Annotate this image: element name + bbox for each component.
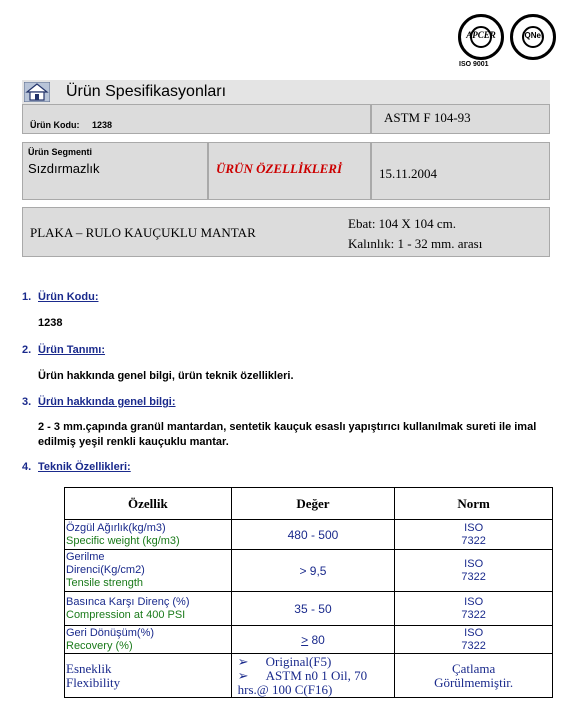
value-cell: > 9,5 (231, 550, 395, 592)
product-name: PLAKA – RULO KAUÇUKLU MANTAR (30, 225, 256, 240)
properties-title: ÜRÜN ÖZELLİKLERİ (216, 161, 343, 176)
property-cell (65, 626, 232, 654)
iqnet-mark: IQNet (522, 31, 544, 40)
norm-cell (395, 550, 553, 592)
norm-line: 7322 (461, 608, 486, 621)
value-cell (231, 654, 395, 698)
norm-cell (395, 520, 553, 550)
house-icon (24, 82, 50, 102)
segment-value: Sızdırmazlık (28, 161, 100, 176)
norm-line: ISO (464, 521, 484, 534)
table-row (65, 520, 553, 550)
norm-cell (395, 654, 553, 698)
norm-line: Çatlama (451, 660, 496, 676)
property-en: Specific weight (kg/m3) (66, 534, 180, 547)
property-en: Compression at 400 PSI (66, 608, 186, 621)
apcer-mark: APCER (466, 30, 496, 40)
product-code-label: Ürün Kodu: (30, 120, 80, 130)
property-en: Flexibility (66, 674, 121, 690)
section-heading (22, 291, 98, 303)
section-title: Ürün Tanımı: (38, 344, 106, 356)
property-cell (65, 550, 232, 592)
property-cell (65, 592, 232, 626)
table-row (65, 550, 553, 592)
norm-line: Görülmemiştir. (434, 674, 514, 690)
table-row (65, 626, 553, 654)
spec-table (64, 487, 553, 698)
value-symbol: > (301, 632, 309, 647)
value-cell: 480 - 500 (231, 520, 395, 550)
apcer-certification-logo (458, 14, 504, 60)
norm-line: ISO (464, 557, 484, 570)
norm-line: 7322 (461, 570, 486, 583)
property-tr: Özgül Ağırlık(kg/m3) (66, 521, 166, 534)
value-text: ASTM n0 1 Oil, 70 (265, 667, 368, 683)
property-en: Recovery (%) (66, 639, 133, 652)
iqnet-certification-logo (510, 14, 556, 60)
value-line (232, 655, 395, 669)
value-number: 80 (308, 632, 325, 647)
section-body: Ürün hakkında genel bilgi, ürün teknik özellikleri. (38, 370, 294, 382)
section-title: Teknik Özellikleri: (38, 461, 131, 473)
value-line (232, 669, 395, 683)
arrow-bullet-icon: ➢ (237, 667, 249, 683)
section-heading (22, 344, 105, 356)
norm-line: 7322 (461, 534, 486, 547)
property-tr: Gerilme (66, 551, 105, 563)
table-header-row (65, 488, 553, 520)
standard-value: ASTM F 104-93 (384, 110, 471, 125)
norm-line: ISO (464, 595, 484, 608)
section-number: 3. (22, 396, 32, 408)
property-cell (65, 520, 232, 550)
section-title: Ürün Kodu: (38, 291, 99, 303)
property-tr: Esneklik (66, 660, 112, 676)
property-tr: Basınca Karşı Direnç (%) (66, 595, 190, 608)
arrow-bullet-icon: ➢ (237, 653, 249, 669)
header-property: Özellik (65, 488, 232, 520)
property-tr: Direnci(Kg/cm2) (66, 564, 145, 576)
section-heading (22, 396, 176, 408)
page-title: Ürün Spesifikasyonları (66, 83, 227, 100)
section-body: 2 - 3 mm.çapında granül mantardan, sentetik kauçuk esaslı yapıştırıcı kullanılmak sureti ile imal edilmiş yeşil renkli kauçuklu mantar. (38, 421, 537, 448)
property-tr: Geri Dönüşüm(%) (66, 626, 155, 639)
table-row (65, 654, 553, 698)
property-en: Tensile strength (66, 577, 144, 589)
header-norm: Norm (395, 488, 553, 520)
header-value: Değer (231, 488, 395, 520)
norm-line: ISO (464, 626, 484, 639)
section-body: 1238 (38, 317, 63, 329)
value-cell (231, 626, 395, 654)
value-text: Original(F5) (265, 653, 332, 669)
product-thickness: Kalınlık: 1 - 32 mm. arası (348, 236, 483, 251)
norm-line: 7322 (461, 639, 486, 652)
section-number: 2. (22, 344, 32, 356)
section-number: 1. (22, 291, 32, 303)
norm-cell (395, 626, 553, 654)
value-text: hrs.@ 100 C(F16) (237, 681, 333, 697)
section-title: Ürün hakkında genel bilgi: (38, 396, 176, 408)
value-cell: 35 - 50 (231, 592, 395, 626)
segment-label: Ürün Segmenti (28, 147, 93, 157)
property-cell (65, 654, 232, 698)
product-size: Ebat: 104 X 104 cm. (348, 216, 456, 231)
norm-cell (395, 592, 553, 626)
document-date: 15.11.2004 (379, 166, 438, 181)
section-number: 4. (22, 461, 32, 473)
product-code-value: 1238 (92, 120, 113, 130)
table-row (65, 592, 553, 626)
iso-caption: ISO 9001 (459, 61, 489, 68)
section-heading (22, 461, 131, 473)
